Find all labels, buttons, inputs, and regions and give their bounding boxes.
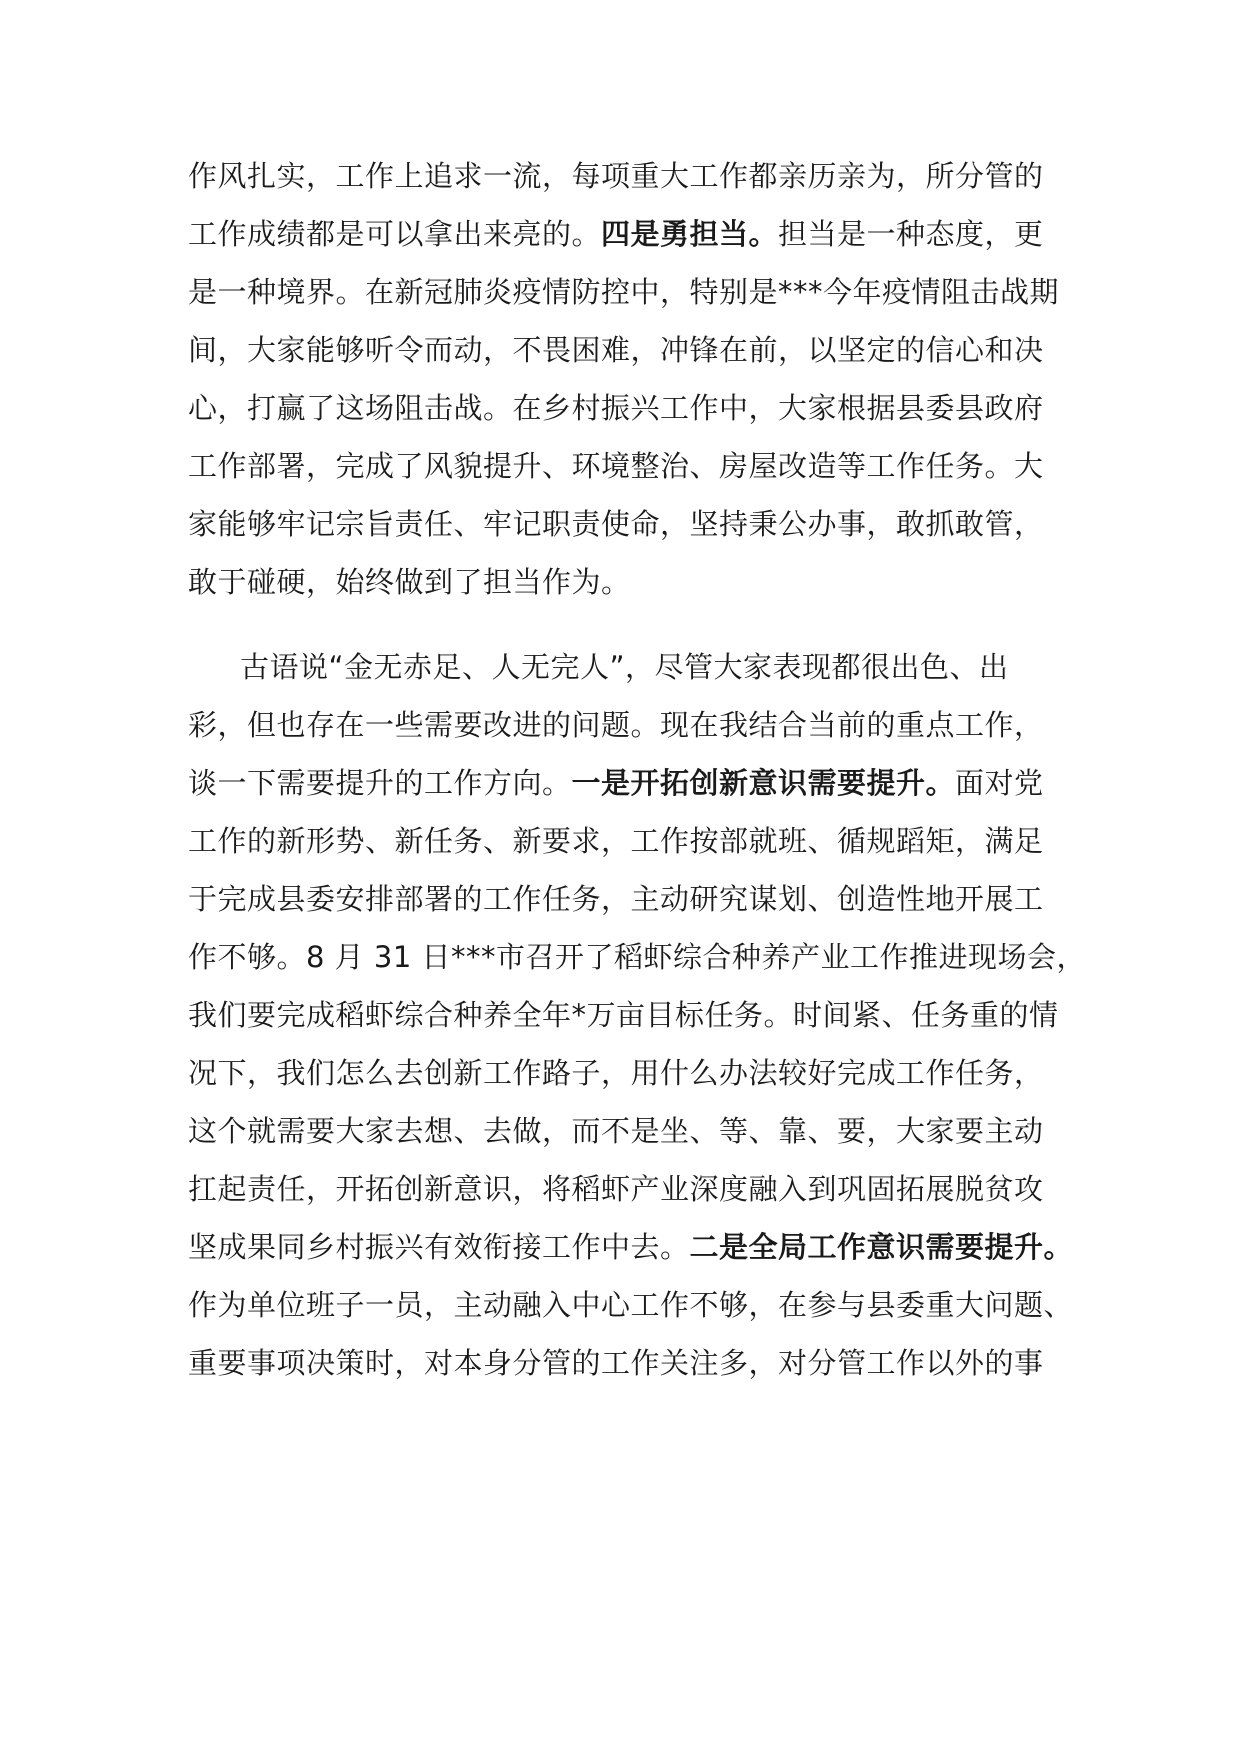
para2-line-3-text-c: 面对党 (955, 766, 1044, 800)
para1-line-2-text-c: 担当是一种态度，更 (778, 217, 1044, 251)
para2-line-11-text-a: 坚成果同乡村振兴有效衔接工作中去。 (188, 1230, 690, 1264)
para2-line-2: 彩，但也存在一些需要改进的问题。现在我结合当前的重点工作， (188, 708, 1044, 742)
para2-line-8: 况下，我们怎么去创新工作路子，用什么办法较好完成工作任务， (188, 1056, 1044, 1090)
para1-line-4: 间，大家能够听令而动，不畏困难，冲锋在前，以坚定的信心和决 (188, 333, 1044, 367)
para1-line-5: 心，打赢了这场阻击战。在乡村振兴工作中，大家根据县委县政府 (188, 391, 1044, 425)
para1-line-7: 家能够牢记宗旨责任、牢记职责使命，坚持秉公办事，敢抓敢管， (188, 507, 1044, 541)
para2-line-1: 古语说“金无赤足、人无完人”，尽管大家表现都很出色、出 (240, 650, 1009, 684)
para1-line-2 (188, 214, 1044, 254)
heading-four-courage: 四是勇担当。 (601, 217, 779, 251)
para2-line-9: 这个就需要大家去想、去做，而不是坐、等、靠、要，大家要主动 (188, 1114, 1044, 1148)
para1-line-2-text-a: 工作成绩都是可以拿出来亮的。 (188, 217, 602, 251)
para2-line-13: 重要事项决策时，对本身分管的工作关注多，对分管工作以外的事 (188, 1346, 1044, 1380)
para2-line-3 (188, 763, 1044, 803)
para2-line-10: 扛起责任，开拓创新意识，将稻虾产业深度融入到巩固拓展脱贫攻 (188, 1172, 1044, 1206)
para2-line-5: 于完成县委安排部署的工作任务，主动研究谋划、创造性地开展工 (188, 882, 1044, 916)
para1-line-6: 工作部署，完成了风貌提升、环境整治、房屋改造等工作任务。大 (188, 449, 1044, 483)
para2-line-6: 作不够。8 月 31 日***市召开了稻虾综合种养产业工作推进现场会， (188, 940, 1087, 974)
para2-line-4: 工作的新形势、新任务、新要求，工作按部就班、循规蹈矩，满足 (188, 824, 1044, 858)
para1-line-3: 是一种境界。在新冠肺炎疫情防控中，特别是***今年疫情阻击战期 (188, 275, 1060, 309)
para2-line-7: 我们要完成稻虾综合种养全年*万亩目标任务。时间紧、任务重的情 (188, 998, 1059, 1032)
para2-line-11 (188, 1227, 1073, 1267)
heading-one-innovation: 一是开拓创新意识需要提升。 (571, 766, 956, 800)
para1-line-8: 敢于碰硬，始终做到了担当作为。 (188, 565, 631, 599)
para2-line-3-text-a: 谈一下需要提升的工作方向。 (188, 766, 572, 800)
heading-two-overall: 二是全局工作意识需要提升。 (689, 1230, 1074, 1264)
para2-line-12: 作为单位班子一员，主动融入中心工作不够，在参与县委重大问题、 (188, 1288, 1074, 1322)
para1-line-1: 作风扎实，工作上追求一流，每项重大工作都亲历亲为，所分管的 (188, 159, 1044, 193)
